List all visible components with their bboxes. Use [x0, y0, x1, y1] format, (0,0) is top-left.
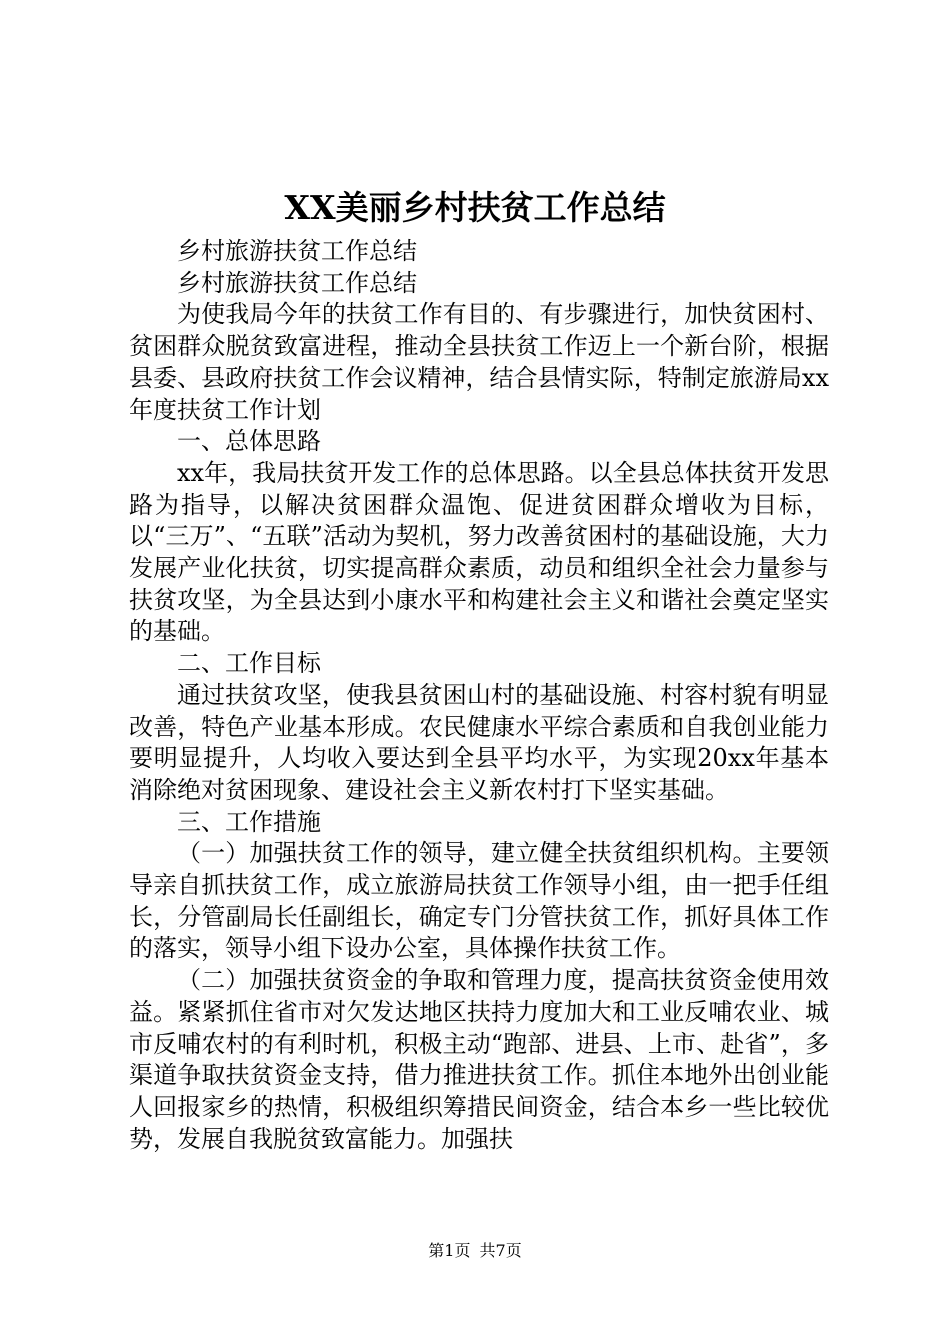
- section-heading-3: 三、工作措施: [177, 807, 321, 836]
- paragraph-subtitle-1: 乡村旅游扶贫工作总结: [177, 237, 417, 265]
- paragraph-intro: 为使我局今年的扶贫工作有目的、有步骤进行，加快贫困村、贫困群众脱贫致富进程，推动全县扶贫工作迈上一个新台阶，根据县委、县政府扶贫工作会议精神，结合县情实际，特制定旅游局xx年度扶贫工作计划: [129, 300, 829, 424]
- page-total: 共7页: [479, 1241, 522, 1260]
- paragraph-measure-1: （一）加强扶贫工作的领导，建立健全扶贫组织机构。主要领导亲自抓扶贫工作，成立旅游局扶贫工作领导小组，由一把手任组长，分管副局长任副组长，确定专门分管扶贫工作，抓好具体工作的落实，领导小组下设办公室，具体操作扶贫工作。: [129, 839, 829, 963]
- paragraph-subtitle-2: 乡村旅游扶贫工作总结: [177, 268, 417, 297]
- document-body: [129, 236, 829, 1155]
- page-number: 第1页: [428, 1241, 471, 1260]
- section-heading-2: 二、工作目标: [177, 649, 321, 678]
- section-heading-1: 一、总体思路: [177, 427, 321, 456]
- paragraph-measure-2: （二）加强扶贫资金的争取和管理力度，提高扶贫资金使用效益。紧紧抓住省市对欠发达地区扶持力度加大和工业反哺农业、城市反哺农村的有利时机，积极主动“跑部、进县、上市、赴省”，多渠道争取扶贫资金支持，借力推进扶贫工作。抓住本地外出创业能人回报家乡的热情，积极组织筹措民间资金，结合本乡一些比较优势，发展自我脱贫致富能力。加强扶: [129, 966, 829, 1153]
- paragraph-overall-approach: xx年，我局扶贫开发工作的总体思路。以全县总体扶贫开发思路为指导，以解决贫困群众温饱、促进贫困群众增收为目标，以“三万”、“五联”活动为契机，努力改善贫困村的基础设施，大力发展产业化扶贫，切实提高群众素质，动员和组织全社会力量参与扶贫攻坚，为全县达到小康水平和构建社会主义和谐社会奠定坚实的基础。: [129, 458, 829, 646]
- paragraph-work-goals: 通过扶贫攻坚，使我县贫困山村的基础设施、村容村貌有明显改善，特色产业基本形成。农民健康水平综合素质和自我创业能力要明显提升，人均收入要达到全县平均水平，为实现20xx年基本消除绝对贫困现象、建设社会主义新农村打下坚实基础。: [129, 680, 829, 804]
- page-footer: [0, 1240, 950, 1262]
- document-title: XX美丽乡村扶贫工作总结: [284, 188, 666, 227]
